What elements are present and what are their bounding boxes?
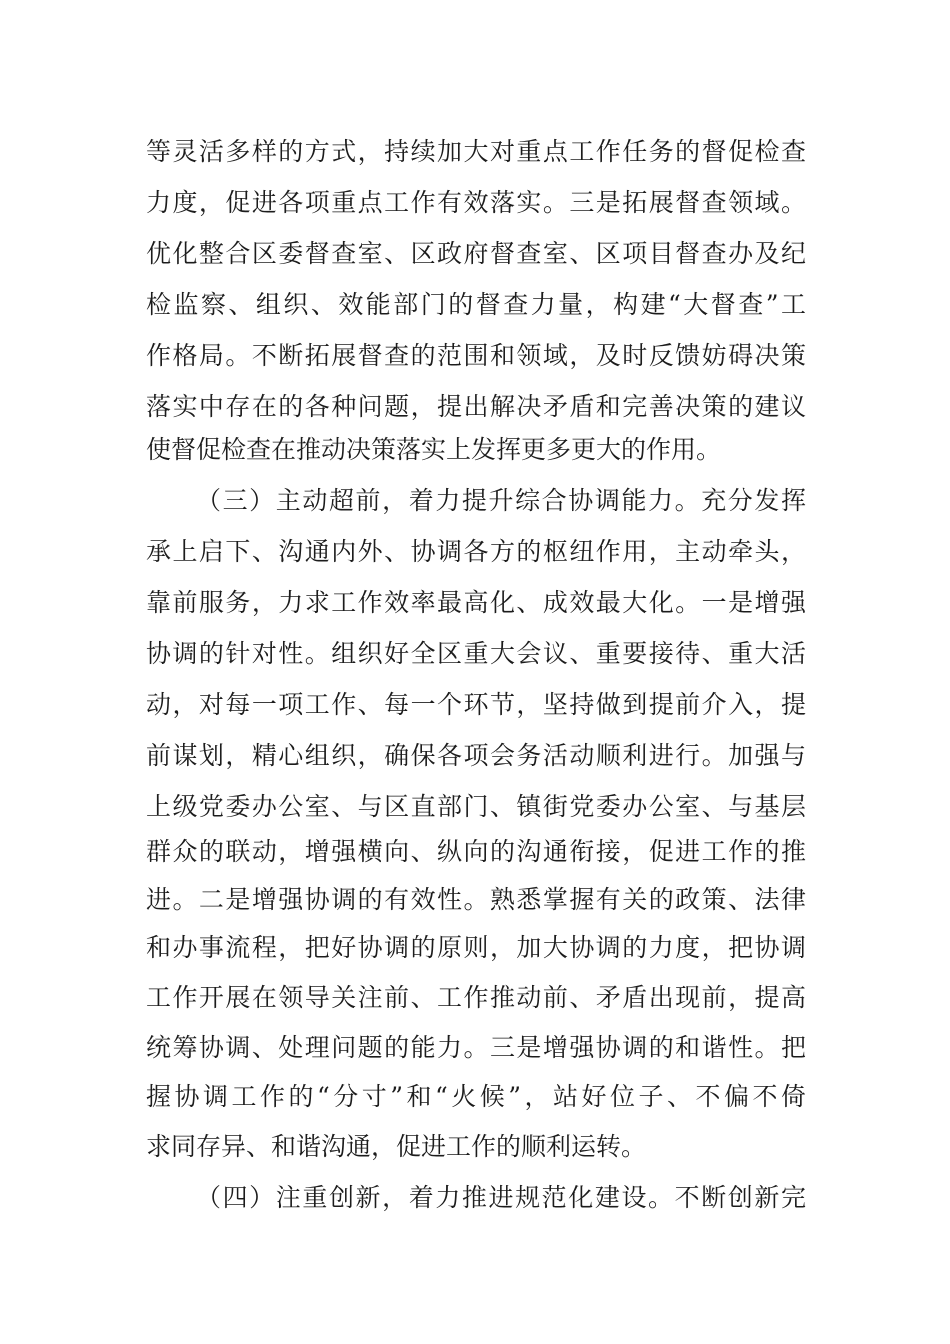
paragraph-heading-four: （四）注重创新，着力推进规范化建设。不断创新完 <box>196 1183 806 1212</box>
text-line: 前谋划，精心组织，确保各项会务活动顺利进行。加强与 <box>146 741 806 770</box>
text-line: 和办事流程，把好协调的原则，加大协调的力度，把协调 <box>146 933 806 962</box>
text-line: 使督促检查在推动决策落实上发挥更多更大的作用。 <box>146 435 722 464</box>
text-line: 落实中存在的各种问题，提出解决矛盾和完善决策的建议 <box>146 392 806 421</box>
text-line: 等灵活多样的方式，持续加大对重点工作任务的督促检查 <box>146 137 806 166</box>
text-line: 动，对每一项工作、每一个环节，坚持做到提前介入，提 <box>146 690 806 719</box>
text-line: 进。二是增强协调的有效性。熟悉掌握有关的政策、法律 <box>146 885 806 914</box>
text-line: 靠前服务，力求工作效率最高化、成效最大化。一是增强 <box>146 588 806 617</box>
text-line: 上级党委办公室、与区直部门、镇街党委办公室、与基层 <box>146 792 806 821</box>
paragraph-heading-three: （三）主动超前，着力提升综合协调能力。充分发挥 <box>196 486 806 515</box>
text-line: 统筹协调、处理问题的能力。三是增强协调的和谐性。把 <box>146 1033 806 1062</box>
text-line: 作格局。不断拓展督查的范围和领域，及时反馈妨碍决策 <box>146 341 806 370</box>
text-line: 握协调工作的“分寸”和“火候”，站好位子、不偏不倚 <box>146 1082 806 1111</box>
text-line: 群众的联动，增强横向、纵向的沟通衔接，促进工作的推 <box>146 837 806 866</box>
text-line: 优化整合区委督查室、区政府督查室、区项目督查办及纪 <box>146 239 806 268</box>
text-line: 求同存异、和谐沟通，促进工作的顺利运转。 <box>146 1132 647 1161</box>
text-line: 工作开展在领导关注前、工作推动前、矛盾出现前，提高 <box>146 983 806 1012</box>
text-line: 检监察、组织、效能部门的督查力量，构建“大督查”工 <box>146 290 806 319</box>
text-line: 承上启下、沟通内外、协调各方的枢纽作用，主动牵头， <box>146 537 806 566</box>
text-line: 力度，促进各项重点工作有效落实。三是拓展督查领域。 <box>146 188 806 217</box>
text-line: 协调的针对性。组织好全区重大会议、重要接待、重大活 <box>146 639 806 668</box>
